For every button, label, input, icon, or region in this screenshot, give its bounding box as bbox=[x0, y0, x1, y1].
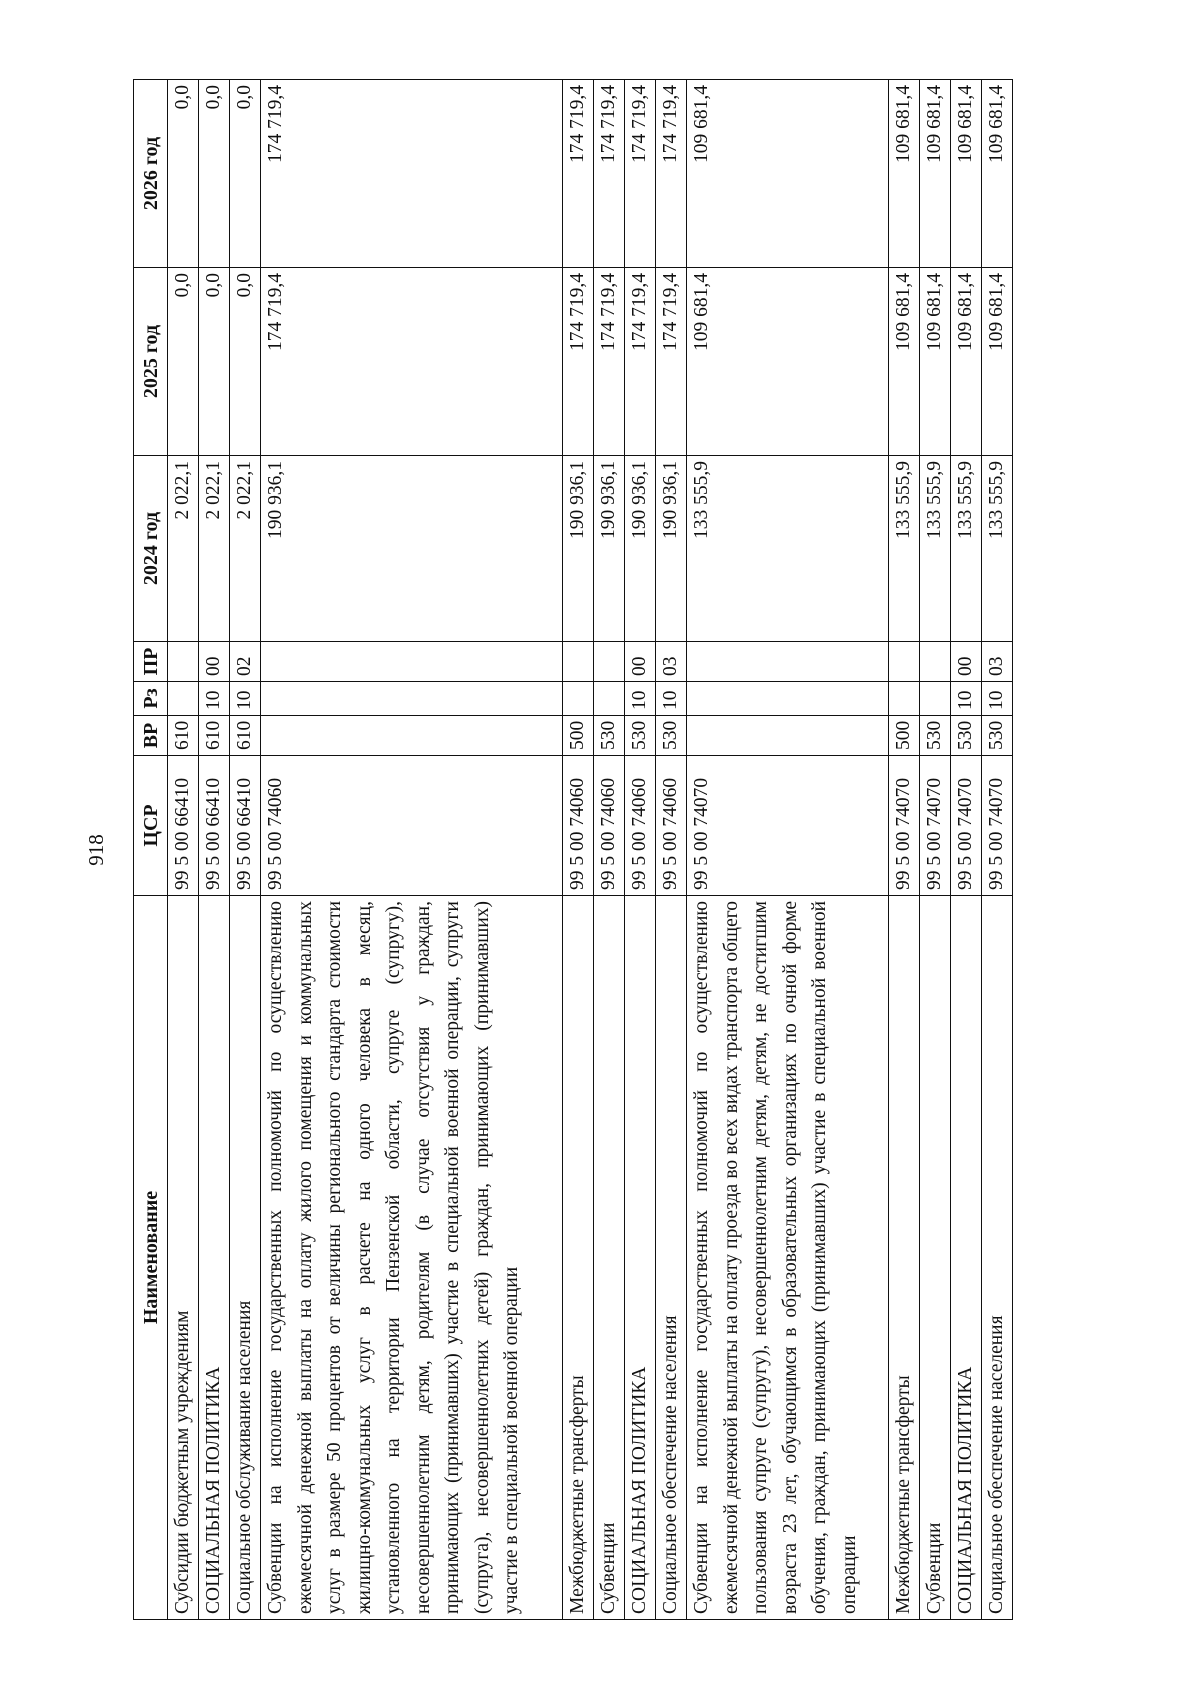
cell-2025: 109 681,4 bbox=[982, 268, 1013, 456]
table-row bbox=[199, 80, 230, 1620]
cell-name: СОЦИАЛЬНАЯ ПОЛИТИКА bbox=[199, 896, 230, 1620]
cell-vr bbox=[261, 716, 563, 756]
cell-name: Межбюджетные трансферты bbox=[889, 896, 920, 1620]
cell-pr bbox=[687, 642, 889, 682]
cell-2026: 174 719,4 bbox=[563, 80, 594, 268]
table-row bbox=[594, 80, 625, 1620]
cell-pr: 03 bbox=[982, 642, 1013, 682]
cell-2024: 133 555,9 bbox=[951, 456, 982, 642]
cell-pr: 02 bbox=[230, 642, 261, 682]
col-header-2025: 2025 год bbox=[134, 268, 168, 456]
table-row bbox=[230, 80, 261, 1620]
cell-2024: 190 936,1 bbox=[656, 456, 687, 642]
cell-pr: 00 bbox=[199, 642, 230, 682]
cell-csr: 99 5 00 74070 bbox=[951, 756, 982, 896]
cell-rz bbox=[594, 682, 625, 716]
cell-pr bbox=[889, 642, 920, 682]
cell-2026: 174 719,4 bbox=[261, 80, 563, 268]
cell-2026: 109 681,4 bbox=[951, 80, 982, 268]
col-header-rz: Рз bbox=[134, 682, 168, 716]
cell-2024: 133 555,9 bbox=[982, 456, 1013, 642]
table-row bbox=[982, 80, 1013, 1620]
cell-pr bbox=[563, 642, 594, 682]
cell-2025: 174 719,4 bbox=[563, 268, 594, 456]
col-header-pr: ПР bbox=[134, 642, 168, 682]
cell-2025: 0,0 bbox=[168, 268, 199, 456]
cell-2026: 174 719,4 bbox=[625, 80, 656, 268]
cell-2024: 190 936,1 bbox=[594, 456, 625, 642]
table-row bbox=[656, 80, 687, 1620]
cell-rz: 10 bbox=[982, 682, 1013, 716]
cell-pr bbox=[594, 642, 625, 682]
cell-vr: 610 bbox=[199, 716, 230, 756]
cell-2026: 0,0 bbox=[199, 80, 230, 268]
cell-2025: 0,0 bbox=[199, 268, 230, 456]
cell-csr: 99 5 00 74060 bbox=[563, 756, 594, 896]
cell-2025: 174 719,4 bbox=[261, 268, 563, 456]
table-row bbox=[168, 80, 199, 1620]
cell-vr: 530 bbox=[920, 716, 951, 756]
cell-rz bbox=[687, 682, 889, 716]
cell-vr: 530 bbox=[982, 716, 1013, 756]
cell-2024: 133 555,9 bbox=[687, 456, 889, 642]
cell-2024: 2 022,1 bbox=[230, 456, 261, 642]
cell-csr: 99 5 00 74070 bbox=[982, 756, 1013, 896]
cell-name: Субвенции bbox=[920, 896, 951, 1620]
table-row bbox=[261, 80, 563, 1620]
col-header-csr: ЦСР bbox=[134, 756, 168, 896]
cell-2025: 174 719,4 bbox=[594, 268, 625, 456]
cell-2025: 109 681,4 bbox=[951, 268, 982, 456]
cell-2025: 174 719,4 bbox=[625, 268, 656, 456]
cell-name: Субвенции на исполнение государственных полномочий по осуществлению ежемесячной денежной выплаты на оплату проезда во всех видах транспорта общего пользования супруге (супругу), несовершеннолетним детям, детям, не достигшим возраста 23 лет, обучающимся в образовательных организациях по очной форме обучения, граждан, принимающих (принимавших) участие в специальной военной операции bbox=[687, 896, 889, 1620]
cell-2025: 0,0 bbox=[230, 268, 261, 456]
cell-csr: 99 5 00 66410 bbox=[199, 756, 230, 896]
cell-2026: 109 681,4 bbox=[982, 80, 1013, 268]
cell-2024: 133 555,9 bbox=[889, 456, 920, 642]
cell-2025: 109 681,4 bbox=[889, 268, 920, 456]
rotated-table-wrapper bbox=[133, 80, 1013, 1620]
table-row bbox=[951, 80, 982, 1620]
cell-2024: 133 555,9 bbox=[920, 456, 951, 642]
cell-name: СОЦИАЛЬНАЯ ПОЛИТИКА bbox=[625, 896, 656, 1620]
cell-vr: 530 bbox=[625, 716, 656, 756]
cell-2026: 109 681,4 bbox=[889, 80, 920, 268]
page-number: 918 bbox=[84, 834, 108, 866]
cell-vr: 610 bbox=[168, 716, 199, 756]
cell-rz: 10 bbox=[951, 682, 982, 716]
table-row bbox=[687, 80, 889, 1620]
cell-pr bbox=[261, 642, 563, 682]
cell-pr: 00 bbox=[625, 642, 656, 682]
cell-rz bbox=[563, 682, 594, 716]
cell-rz bbox=[261, 682, 563, 716]
col-header-name: Наименование bbox=[134, 896, 168, 1620]
cell-2026: 174 719,4 bbox=[594, 80, 625, 268]
cell-rz bbox=[889, 682, 920, 716]
col-header-vr: ВР bbox=[134, 716, 168, 756]
cell-name: Субвенции на исполнение государственных полномочий по осуществлению ежемесячной денежной выплаты на оплату жилого помещения и коммунальных услуг в размере 50 процентов от величины регионального стандарта стоимости жилищно-коммунальных услуг в расчете на одного человека в месяц, установленного на территории Пензенской области, супруге (супругу), несовершеннолетним детям, родителям (в случае отсутствия у граждан, принимающих (принимавших) участие в специальной военной операции, супруги (супруга), несовершеннолетних детей) граждан, принимающих (принимавших) участие в специальной военной операции bbox=[261, 896, 563, 1620]
cell-vr: 610 bbox=[230, 716, 261, 756]
cell-2026: 0,0 bbox=[230, 80, 261, 268]
cell-2026: 174 719,4 bbox=[656, 80, 687, 268]
cell-vr: 500 bbox=[563, 716, 594, 756]
cell-name: Субвенции bbox=[594, 896, 625, 1620]
cell-name: Межбюджетные трансферты bbox=[563, 896, 594, 1620]
cell-vr: 500 bbox=[889, 716, 920, 756]
cell-name: СОЦИАЛЬНАЯ ПОЛИТИКА bbox=[951, 896, 982, 1620]
cell-csr: 99 5 00 74060 bbox=[656, 756, 687, 896]
cell-vr: 530 bbox=[656, 716, 687, 756]
cell-name: Социальное обеспечение населения bbox=[656, 896, 687, 1620]
cell-csr: 99 5 00 74060 bbox=[261, 756, 563, 896]
cell-rz bbox=[920, 682, 951, 716]
table-row bbox=[920, 80, 951, 1620]
cell-2024: 190 936,1 bbox=[261, 456, 563, 642]
cell-pr: 03 bbox=[656, 642, 687, 682]
cell-pr bbox=[920, 642, 951, 682]
cell-csr: 99 5 00 74070 bbox=[687, 756, 889, 896]
cell-rz: 10 bbox=[656, 682, 687, 716]
cell-2026: 109 681,4 bbox=[920, 80, 951, 268]
cell-2026: 109 681,4 bbox=[687, 80, 889, 268]
cell-rz: 10 bbox=[199, 682, 230, 716]
cell-2024: 2 022,1 bbox=[168, 456, 199, 642]
cell-2024: 190 936,1 bbox=[625, 456, 656, 642]
col-header-2024: 2024 год bbox=[134, 456, 168, 642]
table-row bbox=[563, 80, 594, 1620]
table-row bbox=[889, 80, 920, 1620]
cell-pr bbox=[168, 642, 199, 682]
cell-csr: 99 5 00 66410 bbox=[230, 756, 261, 896]
cell-csr: 99 5 00 66410 bbox=[168, 756, 199, 896]
cell-csr: 99 5 00 74070 bbox=[920, 756, 951, 896]
cell-vr: 530 bbox=[951, 716, 982, 756]
cell-2025: 109 681,4 bbox=[920, 268, 951, 456]
cell-2024: 2 022,1 bbox=[199, 456, 230, 642]
cell-vr: 530 bbox=[594, 716, 625, 756]
cell-name: Субсидии бюджетным учреждениям bbox=[168, 896, 199, 1620]
table-row bbox=[625, 80, 656, 1620]
cell-vr bbox=[687, 716, 889, 756]
table-header-row bbox=[134, 80, 168, 1620]
cell-2024: 190 936,1 bbox=[563, 456, 594, 642]
cell-2026: 0,0 bbox=[168, 80, 199, 268]
budget-table bbox=[133, 79, 1013, 1620]
cell-name: Социальное обеспечение населения bbox=[982, 896, 1013, 1620]
cell-rz: 10 bbox=[230, 682, 261, 716]
cell-rz bbox=[168, 682, 199, 716]
cell-2025: 174 719,4 bbox=[656, 268, 687, 456]
cell-pr: 00 bbox=[951, 642, 982, 682]
cell-name: Социальное обслуживание населения bbox=[230, 896, 261, 1620]
cell-2025: 109 681,4 bbox=[687, 268, 889, 456]
cell-rz: 10 bbox=[625, 682, 656, 716]
cell-csr: 99 5 00 74060 bbox=[625, 756, 656, 896]
col-header-2026: 2026 год bbox=[134, 80, 168, 268]
cell-csr: 99 5 00 74070 bbox=[889, 756, 920, 896]
cell-csr: 99 5 00 74060 bbox=[594, 756, 625, 896]
